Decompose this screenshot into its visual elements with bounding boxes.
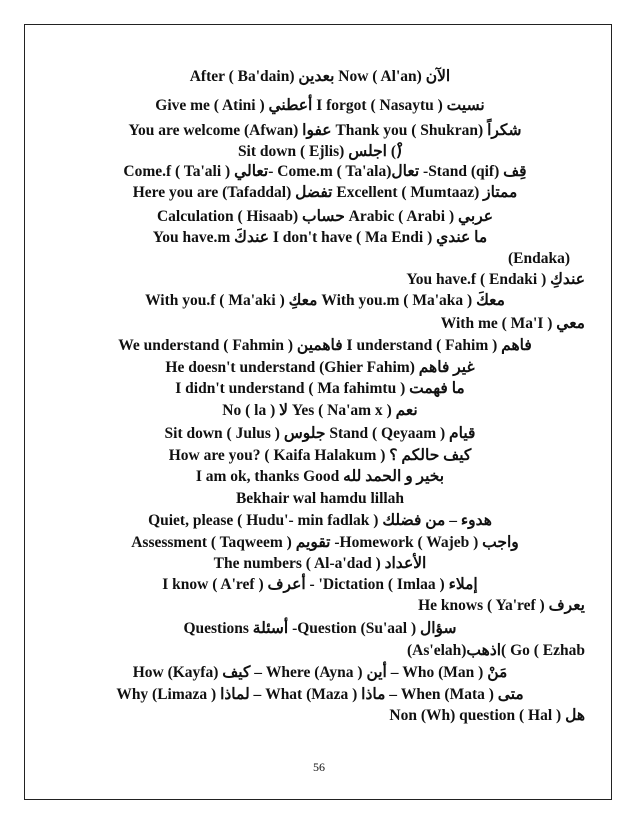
vocab-line: (Endaka) — [507, 250, 570, 267]
vocab-line: نعم ( Yes ( Na'am x لا ( No ( la — [222, 402, 418, 419]
vocab-line: شكراً (Thank you ( Shukran عفوا (You are welcome (Afwan — [128, 122, 522, 139]
vocab-line: إملاء ( Dictation ( Imlaa' - أعرف ( I know ( A'ref — [162, 576, 478, 593]
vocab-line: عربي ( Arabic ( Arabi حساب (Calculation ( Hisaab — [156, 208, 494, 225]
vocab-line: واجب ( Homework ( Wajeb- تقويم ( Assessment ( Taqweem — [131, 534, 519, 551]
vocab-line: متى ( When (Mata – ماذا ( What (Maza – لماذا ( Why (Limaza — [116, 686, 524, 703]
vocab-line: ما فهمت ( I didn't understand ( Ma fahimtu — [175, 380, 465, 397]
vocab-line: غير فاهم (He doesn't understand (Ghier Fahim — [165, 359, 475, 376]
page-number: 56 — [313, 760, 325, 774]
vocab-line: سؤال ( Question (Su'aal- أسئلة Questions — [183, 620, 457, 637]
vocab-line: قِف (Stand (qif- تعال(Come.m ( Ta'ala -تعالي ( Come.f ( Ta'ali — [123, 163, 527, 180]
vocab-line: نسيت ( I forgot ( Nasaytu أعطني ( Give me ( Atini — [155, 97, 485, 114]
vocab-line: هدوء – من فضلك ( Quiet, please ( Hudu'- min fadlak — [148, 512, 492, 529]
vocab-line: ممتاز (Excellent ( Mumtaaz تفضل (Here you are (Tafaddal — [132, 184, 518, 201]
vocab-line: ما عندي ( I don't have ( Ma Endi عندكَ You have.m — [152, 229, 488, 246]
vocab-line: معي ( With me ( Ma'I — [440, 315, 585, 332]
vocab-line: بخير و الحمد لله I am ok, thanks Good — [195, 468, 445, 485]
vocab-line: قيام ( Stand ( Qeyaam جلوس ( Sit down ( Julus — [164, 425, 476, 442]
vocab-line: عندكِ ( You have.f ( Endaki — [406, 271, 585, 288]
vocab-line: الأعداد ( The numbers ( Al-a'dad — [213, 555, 427, 572]
vocab-line: معكَ ( With you.m ( Ma'aka معكِ ( With you.f ( Ma'aki — [145, 292, 505, 309]
vocab-line: كيف حالكم ؟ ( How are you? ( Kaifa Halakum — [168, 447, 472, 464]
vocab-line: يعرف ( He knows ( Ya'ref — [418, 597, 585, 614]
vocab-line: Bekhair wal hamdu lillah — [235, 490, 405, 507]
vocab-line: (As'elah)اذهب( Go ( Ezhab — [407, 642, 585, 659]
vocab-line: (ْ) اجلس (Sit down ( Ejlis — [237, 143, 403, 160]
vocab-line: مَنْ ( Who (Man – أين ( Where (Ayna – كيف (How (Kayfa — [132, 664, 508, 681]
vocab-line: هل ( Non (Wh) question ( Hal — [389, 707, 585, 724]
vocab-line: فاهم ( I understand ( Fahim فاهمين ( We understand ( Fahmin — [118, 337, 532, 354]
vocab-line: الآن (Now ( Al'an بعدين (After ( Ba'dain — [189, 68, 451, 85]
